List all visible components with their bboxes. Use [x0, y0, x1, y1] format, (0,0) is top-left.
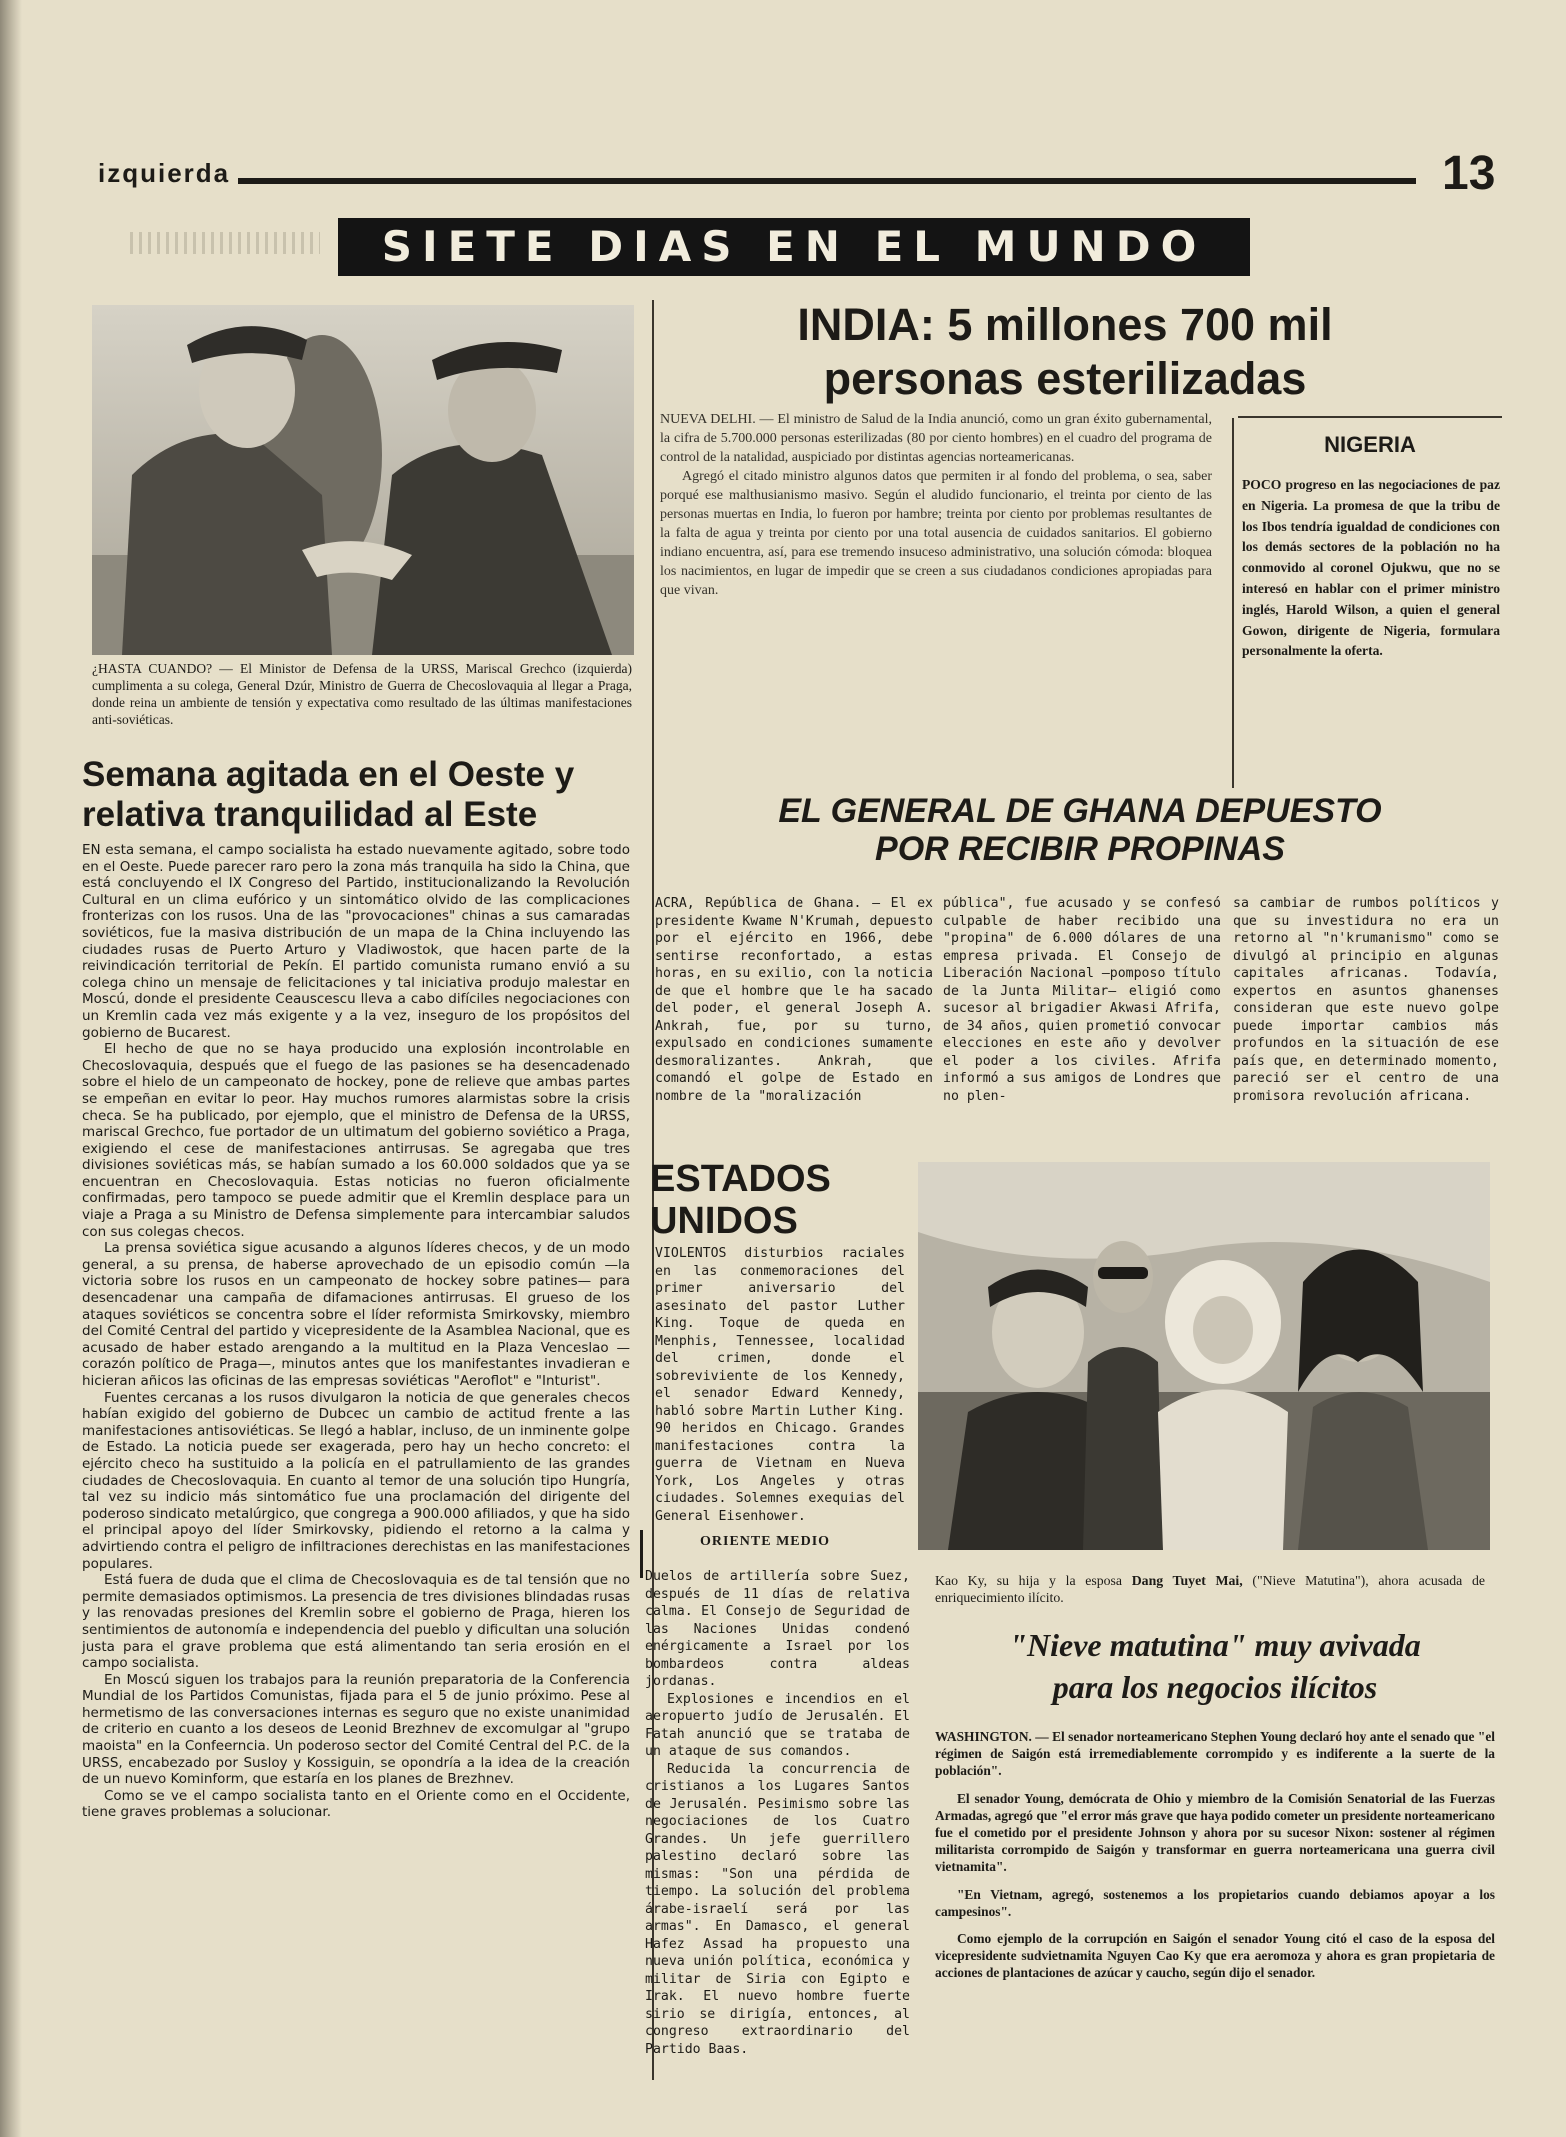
section-name: izquierda	[98, 158, 231, 188]
semana-paragraph: El hecho de que no se haya producido una explosión incontrolable en Checoslovaquia, después que el fuego de las pasiones se ha desencadenado sobre el hielo de un campeonato de hockey, pone de relieve que ambas partes se empeñan en evitar lo peor. Hay muchos rumores alarmistas sobre la crisis checa. Se ha publicado, por ejemplo, que el ministro de Defensa de la URSS, mariscal Grechco, fue portador de un ultimatum del gobierno soviético a Praga, exigiendo el cese de manifestaciones antirrusas. Se agregaba que tres divisiones soviéticas más, se habían sumado a los 60.000 soldados que ya se encuentran en Checoslovaquia. Estas noticias no fueron oficialmente confirmadas, pero tampoco se puede admitir que el Kremlin desplace para un viaje a Praga a su Ministro de Defensa simplemente para intercambiar saludos con sus colegas checos.	[82, 1041, 630, 1240]
india-headline: INDIA: 5 millones 700 mil personas esterilizadas	[797, 299, 1333, 404]
banner-decoration	[130, 232, 320, 254]
usa-headline: ESTADOS UNIDOS	[650, 1158, 831, 1242]
nieve-headline-line-1: "Nieve matutina" muy avivada	[1009, 1627, 1421, 1663]
oriente-paragraph: Explosiones e incendios en el aeropuerto judío de Jerusalén. El Fatah anunció que se trataba de un ataque de sus comandos.	[645, 1691, 910, 1759]
ghana-column-1: ACRA, República de Ghana. — El ex presidente Kwame N'Krumah, depuesto por el ejército en 1966, debe sentirse reconfortado, a estas horas, en su exilio, con la noticia de que el hombre que le ha sacado del poder, el general Joseph A. Ankrah, fue, por su turno, expulsado en condiciones sumamente desmoralizantes. Ankrah, que comandó el golpe de Estado en nombre de la "moralización	[655, 896, 933, 1104]
caption-lead: Kao Ky, su hija y la esposa	[935, 1573, 1123, 1588]
nieve-paragraph: El senador Young, demócrata de Ohio y miembro de la Comisión Senatorial de las Fuerzas Armadas, agregó que "el error más grave que haya podido cometer un presidente norteamericano fue el cometido por el presidente Johnson y ahora por su sucesor Nixon: sostener al régimen militarista corrompido de Saigón y transformar en guerra norteamericana una guerra civil vietnamita".	[935, 1790, 1495, 1875]
oriente-paragraph: Duelos de artillería sobre Suez, después de 11 días de relativa calma. El Consejo de Seguridad de las Naciones Unidas condenó enérgicamente a Israel por los bombardeos contra aldeas jordanas.	[645, 1569, 910, 1689]
photo-kao-ky-family	[918, 1162, 1490, 1550]
nieve-article	[935, 1728, 1495, 1982]
oriente-subhead: ORIENTE MEDIO	[700, 1534, 831, 1549]
semana-paragraph: Fuentes cercanas a los rusos divulgaron la noticia de que generales checos habían exigido del gobierno de Dubcec un cambio de actitud frente a las manifestaciones antisoviéticas. Se llegó a hablar, incluso, de un inminente golpe de Estado. La noticia puede ser exagerada, pero hay un hecho concreto: el ejército checo ha sustituido a la policía en el patrullamiento de las grandes ciudades de Checoslovaquia. En cuanto al temor de una solución tipo Hungría, tal vez su indicio más sintomático fue una proclamación del dirigente del poderoso sindicato metalúrgico, que congrega a 900.000 afiliados, y que ha sido el principal apoyo del líder Smirkovsky, pidiendo el retorno a la calma y advirtiendo contra el peligro de infiltraciones derechistas en las manifestaciones populares.	[82, 1389, 630, 1572]
semana-headline: Semana agitada en el Oeste y relativa tranquilidad al Este	[82, 755, 575, 834]
nieve-paragraph: "En Vietnam, agregó, sostenemos a los propietarios cuando debiamos apoyar a los campesinos".	[935, 1886, 1495, 1919]
semana-article	[82, 842, 630, 1821]
semana-paragraph: Está fuera de duda que el clima de Checoslovaquia es de tal tensión que no permite demasiados optimismos. La presencia de tres divisiones blindadas rusas y las renovadas presiones del Kremlin sobre el gobierno de Praga, hieren los sentimientos de autonomía e independencia del pueblo y dificultan una solución justa para el grave problema que está alimentando tan seria erosión en el campo socialista.	[82, 1572, 630, 1672]
semana-paragraph: EN esta semana, el campo socialista ha estado nuevamente agitado, sobre todo en el Oeste. Puede parecer raro pero la zona más tranquila ha sido la China, que está concluyendo el IX Congreso del Partido, institucionalizando la Revolución Cultural en un clima eufórico y un sintomático olvido de las complicaciones fronterizas con los rusos. Una de las "provocaciones" chinas a sus camaradas soviéticos, fue la masiva distribución de un mapa de la China incluyendo las ciudades rusas de Puerto Arturo y Vladiwostok, que hacen parte de la reivindicación territorial de Pekín. El partido comunista rumano envió a su colega chino un mensaje de felicitaciones y tal iniciativa produjo malestar en Moscú, donde el presidente Ceauscescu lleva a cabo difíciles negociaciones con un Kremlin cada vez más exigente y a la vez, inseguro de los propósitos del gobierno de Bucarest.	[82, 842, 630, 1041]
oriente-marker	[640, 1530, 643, 1578]
nigeria-top-rule	[1238, 416, 1502, 418]
nieve-headline-line-2: para los negocios ilícitos	[1052, 1669, 1378, 1705]
usa-text: VIOLENTOS disturbios raciales en las conmemoraciones del primer aniversario del asesinato del pastor Luther King. Toque de queda en Menphis, Tennessee, localidad del crimen, donde el sobreviviente de los Kennedy, el senador Edward Kennedy, habló sobre Martin Luther King. 90 heridos en Chicago. Grandes manifestaciones contra la guerra de Vietnam en Nueva York, Los Angeles y otras ciudades. Solemnes exequias del General Eisenhower.	[655, 1246, 905, 1524]
semana-paragraph: La prensa soviética sigue acusando a algunos líderes checos, y de un modo general, a su prensa, de haberse aprovechado de un episodio común —la victoria sobre los rusos en un campeonato de hockey sobre patines— para desencadenar una campaña de difamaciones antirrusas. El grueso de los ataques soviéticos se concentra sobre el líder reformista Smirkovsky, miembro del Comité Central del partido y vicepresidente de la Asamblea Nacional, que es acusado de haber estado arengando a la multitud en la Plaza Venceslao —corazón político de Praga—, minutos antes que los manifestantes invadieran e hicieran añicos las oficinas de las empresas soviéticas "Aeroflot" e "Inturist".	[82, 1240, 630, 1389]
semana-paragraph: Como se ve el campo socialista tanto en el Oriente como en el Occidente, tiene graves problemas a solucionar.	[82, 1787, 630, 1821]
semana-paragraph: En Moscú siguen los trabajos para la reunión preparatoria de la Conferencia Mundial de los Partidos Comunistas, fijada para el 5 de junio próximo. Pese al hermetismo de las conversaciones internas es seguro que no existe unanimidad de criterio en cuanto a los deseos de Leonid Brezhnev de excomulgar al "grupo maoista" en la Confeerncia. Un poderoso sector del Comité Central del P.C. de la URSS, encabezado por Susloy y Kossiguin, se opondría a la idea de la creación de un nuevo Kominform, que estaría en los planes de Brezhnev.	[82, 1671, 630, 1788]
caption-text: El Ministor de Defensa de la URSS, Mariscal Grechco (izquierda) cumplimenta a su colega, General Dzúr, Ministro de Guerra de Checoslovaquia al llegar a Praga, donde reina un ambiente de tensión y expectativa como resultado de las últimas manifestaciones anti-soviéticas.	[92, 661, 632, 727]
photo-family-caption	[935, 1572, 1485, 1606]
nieve-paragraph: Como ejemplo de la corrupción en Saigón el senador Young citó el caso de la esposa del vicepresidente sudvietnamita Nguyen Cao Ky que era aeromoza y ahora es gran propietaria de acciones de plantaciones de azúcar y caucho, según dijo el senador.	[935, 1931, 1495, 1981]
photo-top-caption	[92, 660, 632, 728]
photo-grechco-dzur-image	[92, 305, 634, 655]
ghana-headline-line-1: EL GENERAL DE GHANA DEPUESTO	[778, 792, 1382, 830]
photo-grechco-dzur	[92, 305, 634, 655]
caption-name: Dang Tuyet Mai,	[1131, 1573, 1243, 1588]
caption-rest: ("Nieve Matutina"), ahora acusada de enriquecimiento ilícito.	[935, 1573, 1486, 1605]
oriente-paragraph: Reducida la concurrencia de cristianos a los Lugares Santos de Jerusalén. Pesimismo sobre las negociaciones de los Cuatro Grandes. Un jefe guerrillero palestino declaró sobre las mismas: "Son una pérdida de tiempo. La solución del problema árabe-israelí será por las armas". En Damasco, el general Hafez Assad ha propuesto una nueva unión política, económica y militar de Siria con Egipto e Irak. El nuevo hombre fuerte sirio se dirigía, entonces, al congreso extraordinario del Partido Baas.	[645, 1761, 910, 2057]
section-banner: SIETE DIAS EN EL MUNDO	[338, 218, 1250, 276]
caption-lead: ¿HASTA CUANDO? —	[92, 661, 233, 676]
page-binding-edge	[0, 0, 22, 2137]
oriente-article	[645, 1568, 910, 2058]
india-paragraph: Agregó el citado ministro algunos datos que permiten ir al fondo del problema, o sea, saber porqué ese malthusianismo masivo. Según el aludido funcionario, el treinta por ciento de las personas muertas en India, lo fueron por hambre; treinta por ciento por problemas resultantes de la falta de agua y treinta por ciento por una total ausencia de cuidados sanitarios. El gobierno indiano encuentra, así, para ese tremendo insuceso administrativo, una solución cómoda: bloquea los nacimientos, en lugar de impedir que se creen a sus ciudadanos condiciones apropiadas para que vivan.	[660, 469, 1212, 598]
masthead-rule	[238, 178, 1416, 184]
nieve-headline	[930, 1624, 1500, 1708]
nieve-paragraph: WASHINGTON. — El senador norteamericano Stephen Young declaró hoy ante el senado que "el régimen de Saigón está irremediablemente corrompido y es indiferente a la suerte de la población".	[935, 1729, 1495, 1779]
sidebar-rule	[1232, 418, 1234, 788]
india-article	[660, 410, 1212, 600]
india-paragraph: NUEVA DELHI. — El ministro de Salud de la India anunció, como un gran éxito gubernamental, la cifra de 5.700.000 personas esterilizadas (80 por ciento hombres) en el cuadro del programa de control de la natalidad, auspiciado por distintas agencias norteamericanas.	[660, 412, 1212, 465]
ghana-headline	[660, 792, 1500, 868]
nigeria-headline: NIGERIA	[1324, 432, 1416, 457]
ghana-column-3: sa cambiar de rumbos políticos y que su investidura no era un retorno al "n'krumanismo" como se divulgó al principio en algunas capitales africanas. Todavía, expertos en asuntos ghanenses consideran que este nuevo golpe puede importar cambios más profundos en la situación de ese país que, en determinado momento, pareció ser el centro de una promisora revolución africana.	[1233, 896, 1499, 1104]
page-number: 13	[1442, 147, 1496, 200]
ghana-column-2: pública", fue acusado y se confesó culpable de haber recibido una "propina" de 6.000 dólares de una empresa privada. El Consejo de Liberación Nacional —pomposo título de la Junta Militar— eligió como sucesor al brigadier Akwasi Afrifa, de 34 años, quien prometió convocar elecciones en este año y devolver el poder a los civiles. Afrifa informó a sus amigos de Londres que no plen-	[943, 896, 1221, 1104]
nigeria-text: POCO progreso en las negociaciones de paz en Nigeria. La promesa de que la tribu de los Ibos tendría igualdad de condiciones con los demás sectores de la población no ha conmovido al coronel Ojukwu, que no se interesó en hablar con el primer ministro inglés, Harold Wilson, a quien el general Gowon, dirigente de Nigeria, formulara personalmente la oferta.	[1242, 477, 1500, 659]
photo-kao-ky-family-image	[918, 1162, 1490, 1550]
ghana-headline-line-2: POR RECIBIR PROPINAS	[875, 830, 1285, 868]
